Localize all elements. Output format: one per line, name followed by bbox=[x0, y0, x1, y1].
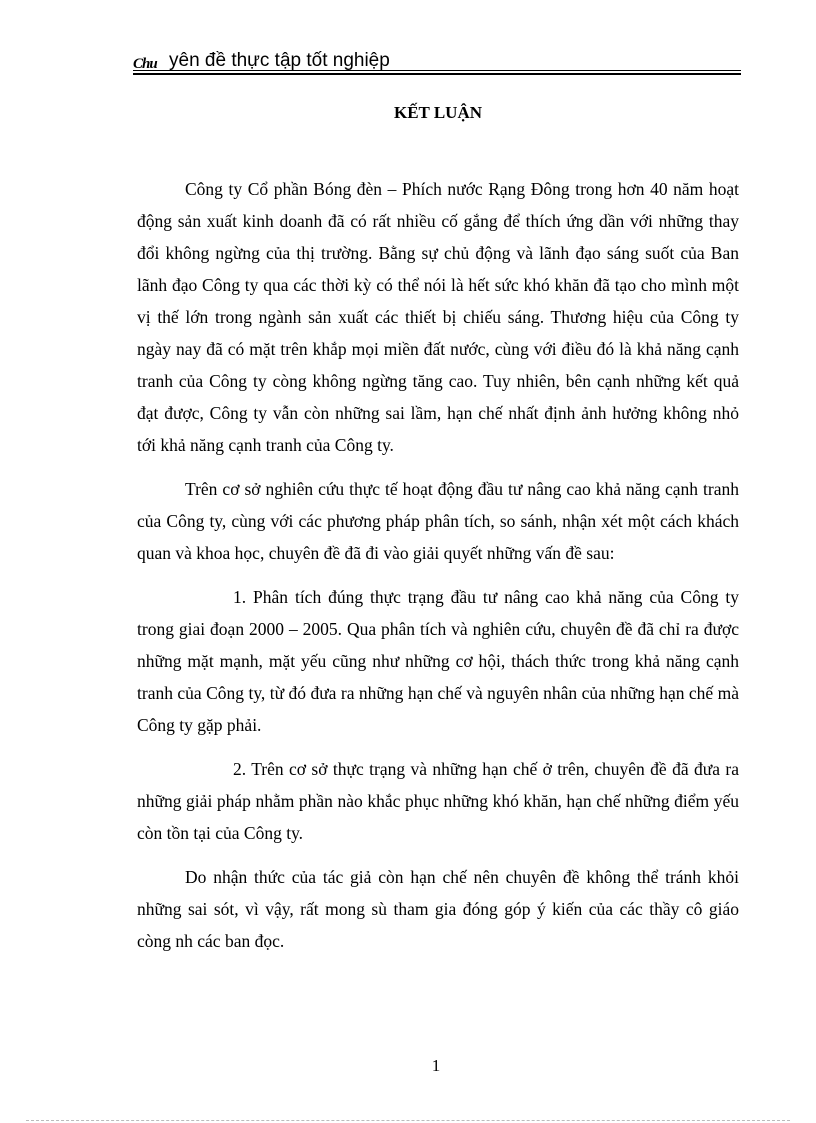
numbered-paragraph: 1. Phân tích đúng thực trạng đầu tư nâng cao khả năng của Công ty trong giai đoạn 2000 – 2005. Qua phân tích và nghiên cứu, chuyên đề đã chỉ ra được những mặt mạnh, mặt yếu cũng như những cơ hội, thách thức trong khả năng cạnh tranh của Công ty, từ đó đưa ra những hạn chế và nguyên nhân của những hạn chế mà Công ty gặp phải. bbox=[137, 587, 739, 735]
paragraph: Do nhận thức của tác giả còn hạn chế nên chuyên đề không thể tránh khỏi những sai sót, vì vậy, rất mong sù tham gia đóng góp ý kiến của các thầy cô giáo còng nh các ban đọc. bbox=[137, 867, 739, 951]
header-rule-thin bbox=[133, 70, 741, 71]
page-bottom-edge bbox=[26, 1120, 790, 1121]
document-body bbox=[137, 173, 739, 969]
header-title: yên đề thực tập tốt nghiệp bbox=[169, 50, 390, 71]
header-logo: Chu bbox=[133, 56, 157, 72]
section-title: KẾT LUẬN bbox=[393, 103, 482, 122]
numbered-paragraph: 2. Trên cơ sở thực trạng và những hạn chế ở trên, chuyên đề đã đưa ra những giải pháp nhằm phần nào khắc phục những khó khăn, hạn chế những điểm yếu còn tồn tại của Công ty. bbox=[137, 759, 739, 843]
page-number: 1 bbox=[431, 1056, 441, 1075]
paragraph: Công ty Cổ phần Bóng đèn – Phích nước Rạng Đông trong hơn 40 năm hoạt động sản xuất kinh doanh đã có rất nhiều cố gắng để thích ứng dần với những thay đổi không ngừng của thị trường. Bằng sự chủ động và lãnh đạo sáng suốt của Ban lãnh đạo Công ty qua các thời kỳ có thể nói là hết sức khó khăn đã tạo cho mình một vị thế lớn trong ngành sản xuất các thiết bị chiếu sáng. Thương hiệu của Công ty ngày nay đã có mặt trên khắp mọi miền đất nước, cùng với điều đó là khả năng cạnh tranh của Công ty còng không ngừng tăng cao. Tuy nhiên, bên cạnh những kết quả đạt được, Công ty vẫn còn những sai lầm, hạn chế nhất định ảnh hưởng không nhỏ tới khả năng cạnh tranh của Công ty. bbox=[137, 179, 739, 455]
header-rule-thick bbox=[133, 73, 741, 75]
paragraph: Trên cơ sở nghiên cứu thực tế hoạt động đầu tư nâng cao khả năng cạnh tranh của Công ty, cùng với các phương pháp phân tích, so sánh, nhận xét một cách khách quan và khoa học, chuyên đề đã đi vào giải quyết những vấn đề sau: bbox=[137, 479, 739, 563]
